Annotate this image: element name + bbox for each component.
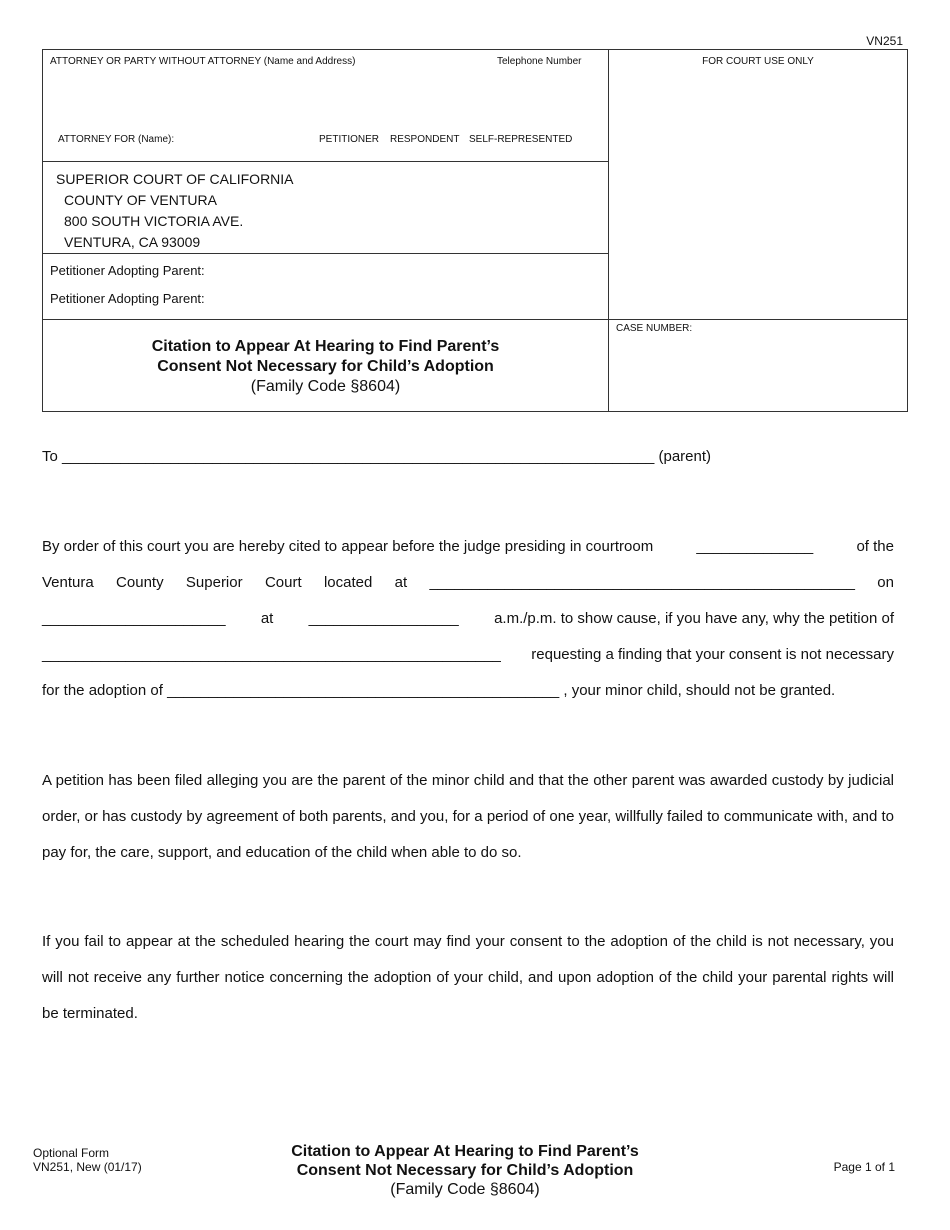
form-revision: VN251, New (01/17)	[33, 1160, 142, 1174]
time-blank[interactable]: __________________	[308, 610, 459, 627]
petitioner-1-label: Petitioner Adopting Parent:	[50, 263, 205, 278]
footer-title-line-3: (Family Code §8604)	[390, 1181, 540, 1198]
caption-box	[42, 49, 908, 412]
self-represented-checkbox-label[interactable]: SELF-REPRESENTED	[469, 134, 573, 145]
order-text: at	[260, 610, 274, 627]
telephone-label: Telephone Number	[497, 56, 582, 67]
form-title-line-2: Consent Not Necessary for Child’s Adoption	[157, 358, 494, 375]
caption-divider	[43, 161, 608, 162]
respondent-checkbox-label[interactable]: RESPONDENT	[390, 134, 460, 145]
petitioner-checkbox-label[interactable]: PETITIONER	[319, 134, 380, 145]
courtroom-blank[interactable]: ______________	[696, 538, 814, 555]
order-text: Superior	[185, 574, 243, 591]
order-text: requesting a finding that your consent is not necessary	[531, 646, 894, 663]
order-text: By order of this court you are hereby cited to appear before the judge presiding in courtroom	[42, 538, 654, 555]
order-text: for the adoption of	[42, 682, 163, 699]
order-text: located	[323, 574, 373, 591]
order-line-4	[42, 646, 894, 663]
order-text: Ventura	[42, 574, 94, 591]
order-text: at	[394, 574, 408, 591]
to-prefix: To	[42, 448, 58, 465]
parent-name-blank[interactable]: _______________________________________________________________________	[62, 448, 655, 465]
attorney-label: ATTORNEY OR PARTY WITHOUT ATTORNEY (Name and Address)	[50, 56, 356, 67]
court-city: VENTURA, CA 93009	[64, 234, 201, 250]
form-title-line-3: (Family Code §8604)	[250, 378, 401, 395]
order-line-5	[42, 682, 835, 699]
form-title-line-1: Citation to Appear At Hearing to Find Parent’s	[151, 338, 500, 355]
court-county: COUNTY OF VENTURA	[64, 192, 217, 208]
case-number-label: CASE NUMBER:	[616, 323, 693, 334]
petitioner-2-label: Petitioner Adopting Parent:	[50, 291, 205, 306]
order-text: on	[877, 574, 894, 591]
order-text: Court	[264, 574, 302, 591]
petitioner-name-blank[interactable]: _______________________________________________________	[42, 646, 501, 663]
footer-title	[250, 1142, 680, 1199]
order-line-3	[42, 610, 894, 627]
attorney-for-label: ATTORNEY FOR (Name):	[58, 134, 175, 145]
caption-divider	[43, 253, 608, 254]
page-number: Page 1 of 1	[833, 1160, 895, 1174]
order-text: County	[116, 574, 164, 591]
petition-paragraph: A petition has been filed alleging you are the parent of the minor child and that the other parent was awarded custody by judicial order, or has custody by agreement of both parents, and you, for a period of one year, willfully failed to communicate with, and to pay for, the care, support, and education of the child when able to do so.	[42, 772, 894, 861]
footer-title-line-2: Consent Not Necessary for Child’s Adoption	[296, 1162, 634, 1179]
order-text: of the	[856, 538, 894, 555]
footer-title-line-1: Citation to Appear At Hearing to Find Parent’s	[291, 1143, 639, 1160]
court-address	[56, 169, 294, 253]
court-street: 800 SOUTH VICTORIA AVE.	[64, 213, 244, 229]
court-use-label: FOR COURT USE ONLY	[702, 56, 814, 67]
caption-divider	[43, 319, 907, 320]
date-blank[interactable]: ______________________	[42, 610, 226, 627]
order-line-1	[42, 538, 894, 555]
footer-left	[33, 1146, 142, 1174]
location-blank[interactable]: ___________________________________________________	[429, 574, 855, 591]
optional-form-label: Optional Form	[33, 1146, 110, 1160]
to-line	[42, 448, 711, 465]
order-text: , your minor child, should not be granted.	[563, 682, 836, 699]
form-title	[43, 337, 608, 397]
to-suffix: (parent)	[658, 448, 712, 465]
caption-divider-vertical	[608, 50, 609, 411]
court-name: SUPERIOR COURT OF CALIFORNIA	[56, 171, 294, 187]
failure-to-appear-paragraph: If you fail to appear at the scheduled hearing the court may find your consent to the adoption of the child is not necessary, you will not receive any further notice concerning the adoption of your child, and upon adoption of the child your parental rights will be terminated.	[42, 933, 894, 1022]
form-id: VN251	[866, 34, 903, 48]
order-text: a.m./p.m. to show cause, if you have any, why the petition of	[494, 610, 894, 627]
child-name-blank[interactable]: _______________________________________________	[167, 682, 560, 699]
order-line-2	[42, 574, 894, 591]
